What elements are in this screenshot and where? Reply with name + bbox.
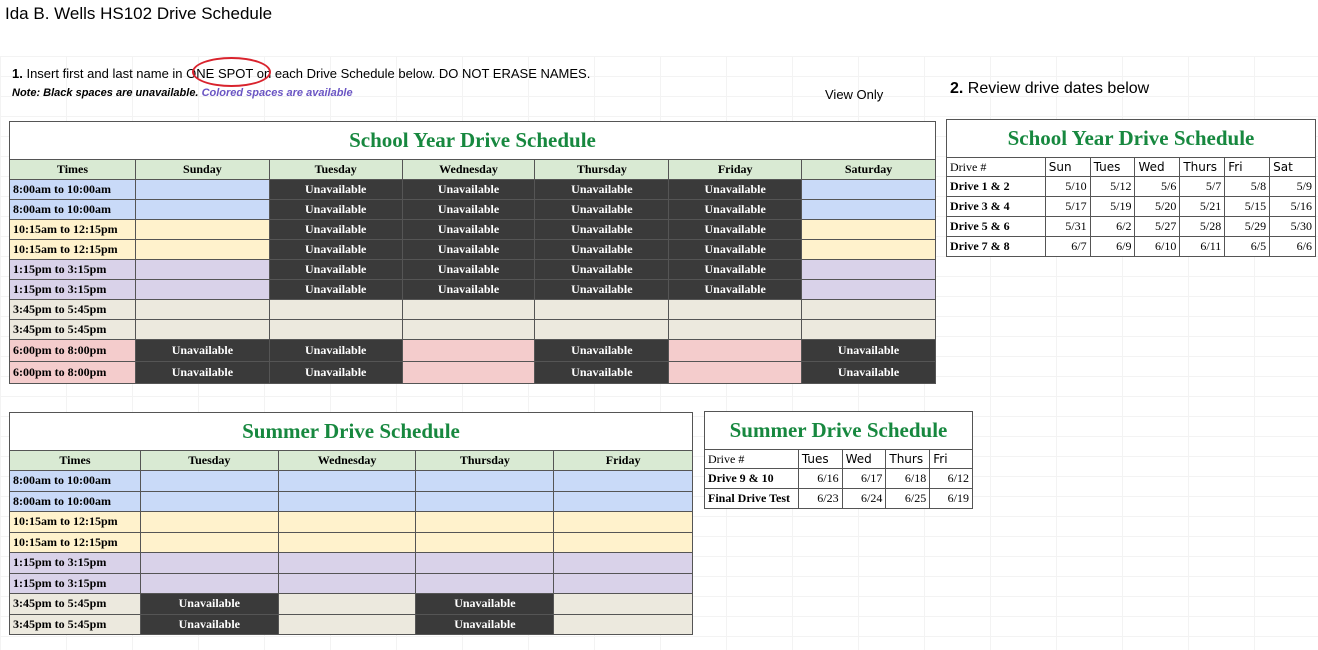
unavailable-slot: Unavailable bbox=[140, 594, 278, 615]
available-slot[interactable] bbox=[135, 240, 269, 260]
unavailable-slot: Unavailable bbox=[535, 340, 669, 362]
time-slot-label: 3:45pm to 5:45pm bbox=[10, 594, 141, 615]
drive-date: 5/16 bbox=[1270, 197, 1316, 217]
available-slot[interactable] bbox=[278, 491, 416, 512]
available-slot[interactable] bbox=[135, 260, 269, 280]
column-header: Thurs bbox=[1180, 158, 1225, 177]
available-slot[interactable] bbox=[416, 491, 554, 512]
available-slot[interactable] bbox=[402, 362, 535, 384]
unavailable-slot: Unavailable bbox=[269, 220, 402, 240]
available-slot[interactable] bbox=[802, 320, 936, 340]
available-slot[interactable] bbox=[416, 512, 554, 533]
available-slot[interactable] bbox=[535, 320, 669, 340]
summer-dates-title: Summer Drive Schedule bbox=[705, 412, 973, 450]
table-row bbox=[10, 362, 936, 384]
note-label: Note: bbox=[12, 87, 41, 99]
available-slot[interactable] bbox=[402, 300, 535, 320]
unavailable-slot: Unavailable bbox=[269, 340, 402, 362]
column-header-saturday: Saturday bbox=[802, 160, 936, 180]
available-slot[interactable] bbox=[278, 594, 416, 615]
unavailable-slot: Unavailable bbox=[535, 362, 669, 384]
available-slot[interactable] bbox=[416, 553, 554, 574]
column-header: Fri bbox=[1225, 158, 1270, 177]
view-only-badge: View Only bbox=[825, 87, 884, 102]
column-header: Sat bbox=[1270, 158, 1316, 177]
column-header: Tues bbox=[798, 450, 842, 469]
drive-label: Drive 7 & 8 bbox=[947, 237, 1046, 257]
drive-date: 6/19 bbox=[930, 489, 973, 509]
unavailable-slot: Unavailable bbox=[669, 200, 802, 220]
available-slot[interactable] bbox=[135, 220, 269, 240]
available-slot[interactable] bbox=[669, 300, 802, 320]
drive-date: 5/7 bbox=[1180, 177, 1225, 197]
available-slot[interactable] bbox=[135, 280, 269, 300]
unavailable-slot: Unavailable bbox=[535, 260, 669, 280]
available-slot[interactable] bbox=[554, 471, 693, 492]
drive-date: 6/10 bbox=[1135, 237, 1180, 257]
unavailable-slot: Unavailable bbox=[535, 240, 669, 260]
available-slot[interactable] bbox=[278, 614, 416, 635]
column-header: Drive # bbox=[947, 158, 1046, 177]
review-heading bbox=[950, 80, 1149, 98]
school-year-schedule-title: School Year Drive Schedule bbox=[10, 122, 936, 160]
summer-schedule-title: Summer Drive Schedule bbox=[10, 413, 693, 451]
drive-date: 6/2 bbox=[1090, 217, 1135, 237]
available-slot[interactable] bbox=[278, 512, 416, 533]
unavailable-slot: Unavailable bbox=[269, 260, 402, 280]
unavailable-slot: Unavailable bbox=[669, 220, 802, 240]
available-slot[interactable] bbox=[669, 362, 802, 384]
table-row bbox=[10, 220, 936, 240]
available-slot[interactable] bbox=[802, 280, 936, 300]
time-slot-label: 1:15pm to 3:15pm bbox=[10, 280, 136, 300]
unavailable-slot: Unavailable bbox=[269, 180, 402, 200]
time-slot-label: 10:15am to 12:15pm bbox=[10, 532, 141, 553]
unavailable-slot: Unavailable bbox=[416, 594, 554, 615]
available-slot[interactable] bbox=[140, 512, 278, 533]
time-slot-label: 10:15am to 12:15pm bbox=[10, 220, 136, 240]
drive-date: 6/18 bbox=[886, 469, 930, 489]
table-row bbox=[10, 594, 693, 615]
available-slot[interactable] bbox=[135, 320, 269, 340]
table-row bbox=[10, 340, 936, 362]
table-row bbox=[10, 200, 936, 220]
available-slot[interactable] bbox=[802, 260, 936, 280]
unavailable-slot: Unavailable bbox=[535, 200, 669, 220]
column-header-times: Times bbox=[10, 451, 141, 471]
time-slot-label: 1:15pm to 3:15pm bbox=[10, 260, 136, 280]
time-slot-label: 3:45pm to 5:45pm bbox=[10, 614, 141, 635]
instruction-line bbox=[12, 66, 590, 81]
drive-date: 5/19 bbox=[1090, 197, 1135, 217]
drive-date: 5/10 bbox=[1045, 177, 1090, 197]
available-slot[interactable] bbox=[554, 512, 693, 533]
school-year-schedule-table bbox=[9, 121, 936, 384]
note-unavailable: Black spaces are unavailable. bbox=[43, 87, 199, 99]
drive-date: 5/15 bbox=[1225, 197, 1270, 217]
available-slot[interactable] bbox=[802, 240, 936, 260]
column-header-tuesday: Tuesday bbox=[140, 451, 278, 471]
instruction-number: 1. bbox=[12, 66, 23, 81]
column-header-thursday: Thursday bbox=[535, 160, 669, 180]
available-slot[interactable] bbox=[140, 491, 278, 512]
unavailable-slot: Unavailable bbox=[669, 280, 802, 300]
available-slot[interactable] bbox=[140, 553, 278, 574]
unavailable-slot: Unavailable bbox=[402, 240, 535, 260]
drive-date: 6/16 bbox=[798, 469, 842, 489]
drive-date: 6/25 bbox=[886, 489, 930, 509]
unavailable-slot: Unavailable bbox=[402, 200, 535, 220]
time-slot-label: 3:45pm to 5:45pm bbox=[10, 300, 136, 320]
drive-date: 5/12 bbox=[1090, 177, 1135, 197]
table-row bbox=[705, 469, 973, 489]
drive-date: 5/8 bbox=[1225, 177, 1270, 197]
available-slot[interactable] bbox=[554, 614, 693, 635]
unavailable-slot: Unavailable bbox=[535, 180, 669, 200]
available-slot[interactable] bbox=[402, 340, 535, 362]
header-row bbox=[947, 158, 1316, 177]
column-header: Tues bbox=[1090, 158, 1135, 177]
review-text: Review drive dates below bbox=[967, 80, 1150, 97]
table-row bbox=[10, 532, 693, 553]
drive-date: 6/7 bbox=[1045, 237, 1090, 257]
drive-date: 6/5 bbox=[1225, 237, 1270, 257]
drive-date: 5/20 bbox=[1135, 197, 1180, 217]
column-header: Drive # bbox=[705, 450, 799, 469]
table-row bbox=[10, 573, 693, 594]
time-slot-label: 6:00pm to 8:00pm bbox=[10, 362, 136, 384]
available-slot[interactable] bbox=[140, 573, 278, 594]
column-header-thursday: Thursday bbox=[416, 451, 554, 471]
column-header: Thurs bbox=[886, 450, 930, 469]
column-header-friday: Friday bbox=[554, 451, 693, 471]
table-row bbox=[10, 180, 936, 200]
unavailable-slot: Unavailable bbox=[416, 614, 554, 635]
note-available: Colored spaces are available bbox=[201, 87, 353, 99]
drive-date: 5/29 bbox=[1225, 217, 1270, 237]
unavailable-slot: Unavailable bbox=[135, 340, 269, 362]
available-slot[interactable] bbox=[278, 573, 416, 594]
table-row bbox=[705, 489, 973, 509]
available-slot[interactable] bbox=[802, 180, 936, 200]
table-row bbox=[10, 471, 693, 492]
unavailable-slot: Unavailable bbox=[402, 220, 535, 240]
unavailable-slot: Unavailable bbox=[802, 340, 936, 362]
available-slot[interactable] bbox=[802, 300, 936, 320]
header-row bbox=[705, 450, 973, 469]
available-slot[interactable] bbox=[278, 471, 416, 492]
drive-date: 5/17 bbox=[1045, 197, 1090, 217]
available-slot[interactable] bbox=[669, 340, 802, 362]
available-slot[interactable] bbox=[554, 594, 693, 615]
column-header: Fri bbox=[930, 450, 973, 469]
time-slot-label: 8:00am to 10:00am bbox=[10, 491, 141, 512]
table-row bbox=[10, 260, 936, 280]
drive-date: 5/9 bbox=[1270, 177, 1316, 197]
available-slot[interactable] bbox=[802, 200, 936, 220]
drive-date: 5/28 bbox=[1180, 217, 1225, 237]
drive-date: 6/9 bbox=[1090, 237, 1135, 257]
column-header: Sun bbox=[1045, 158, 1090, 177]
unavailable-slot: Unavailable bbox=[140, 614, 278, 635]
drive-date: 6/11 bbox=[1180, 237, 1225, 257]
summer-schedule-table bbox=[9, 412, 693, 635]
column-header-friday: Friday bbox=[669, 160, 802, 180]
available-slot[interactable] bbox=[140, 532, 278, 553]
unavailable-slot: Unavailable bbox=[135, 362, 269, 384]
available-slot[interactable] bbox=[278, 553, 416, 574]
header-row bbox=[10, 160, 936, 180]
table-row bbox=[947, 197, 1316, 217]
unavailable-slot: Unavailable bbox=[269, 200, 402, 220]
available-slot[interactable] bbox=[135, 300, 269, 320]
column-header-times: Times bbox=[10, 160, 136, 180]
column-header-tuesday: Tuesday bbox=[269, 160, 402, 180]
drive-label: Drive 1 & 2 bbox=[947, 177, 1046, 197]
time-slot-label: 1:15pm to 3:15pm bbox=[10, 573, 141, 594]
available-slot[interactable] bbox=[554, 491, 693, 512]
time-slot-label: 8:00am to 10:00am bbox=[10, 180, 136, 200]
table-row bbox=[947, 177, 1316, 197]
table-row bbox=[10, 300, 936, 320]
drive-date: 6/24 bbox=[842, 489, 886, 509]
column-header-sunday: Sunday bbox=[135, 160, 269, 180]
school-year-dates-title: School Year Drive Schedule bbox=[947, 120, 1316, 158]
column-header: Wed bbox=[842, 450, 886, 469]
available-slot[interactable] bbox=[669, 320, 802, 340]
drive-label: Drive 3 & 4 bbox=[947, 197, 1046, 217]
drive-label: Final Drive Test bbox=[705, 489, 799, 509]
drive-date: 5/6 bbox=[1135, 177, 1180, 197]
unavailable-slot: Unavailable bbox=[802, 362, 936, 384]
available-slot[interactable] bbox=[535, 300, 669, 320]
time-slot-label: 10:15am to 12:15pm bbox=[10, 512, 141, 533]
drive-date: 6/6 bbox=[1270, 237, 1316, 257]
unavailable-slot: Unavailable bbox=[535, 280, 669, 300]
review-number: 2. bbox=[950, 80, 964, 97]
table-row bbox=[10, 320, 936, 340]
instruction-emphasis: ONE SPOT bbox=[186, 66, 254, 81]
drive-date: 6/12 bbox=[930, 469, 973, 489]
unavailable-slot: Unavailable bbox=[535, 220, 669, 240]
time-slot-label: 3:45pm to 5:45pm bbox=[10, 320, 136, 340]
drive-label: Drive 9 & 10 bbox=[705, 469, 799, 489]
unavailable-slot: Unavailable bbox=[402, 180, 535, 200]
available-slot[interactable] bbox=[278, 532, 416, 553]
available-slot[interactable] bbox=[269, 320, 402, 340]
unavailable-slot: Unavailable bbox=[669, 180, 802, 200]
unavailable-slot: Unavailable bbox=[402, 280, 535, 300]
available-slot[interactable] bbox=[269, 300, 402, 320]
time-slot-label: 6:00pm to 8:00pm bbox=[10, 340, 136, 362]
available-slot[interactable] bbox=[416, 532, 554, 553]
column-header: Wed bbox=[1135, 158, 1180, 177]
available-slot[interactable] bbox=[554, 553, 693, 574]
table-row bbox=[947, 217, 1316, 237]
drive-date: 5/31 bbox=[1045, 217, 1090, 237]
time-slot-label: 1:15pm to 3:15pm bbox=[10, 553, 141, 574]
table-row bbox=[10, 491, 693, 512]
unavailable-slot: Unavailable bbox=[269, 280, 402, 300]
available-slot[interactable] bbox=[135, 200, 269, 220]
unavailable-slot: Unavailable bbox=[269, 362, 402, 384]
red-circle-annotation bbox=[192, 57, 271, 87]
table-row bbox=[10, 614, 693, 635]
drive-date: 5/21 bbox=[1180, 197, 1225, 217]
page-title: Ida B. Wells HS102 Drive Schedule bbox=[5, 4, 273, 23]
drive-date: 5/30 bbox=[1270, 217, 1316, 237]
instruction-post: on each Drive Schedule below. DO NOT ERASE NAMES. bbox=[256, 66, 591, 81]
header-row bbox=[10, 451, 693, 471]
time-slot-label: 10:15am to 12:15pm bbox=[10, 240, 136, 260]
time-slot-label: 8:00am to 10:00am bbox=[10, 471, 141, 492]
table-row bbox=[10, 553, 693, 574]
column-header-wednesday: Wednesday bbox=[402, 160, 535, 180]
available-slot[interactable] bbox=[416, 471, 554, 492]
drive-date: 6/23 bbox=[798, 489, 842, 509]
summer-dates-table bbox=[704, 411, 973, 509]
table-row bbox=[10, 280, 936, 300]
school-year-dates-table bbox=[946, 119, 1316, 257]
column-header-wednesday: Wednesday bbox=[278, 451, 416, 471]
time-slot-label: 8:00am to 10:00am bbox=[10, 200, 136, 220]
available-slot[interactable] bbox=[402, 320, 535, 340]
unavailable-slot: Unavailable bbox=[669, 240, 802, 260]
note-line bbox=[12, 87, 353, 99]
available-slot[interactable] bbox=[554, 532, 693, 553]
available-slot[interactable] bbox=[416, 573, 554, 594]
drive-date: 5/27 bbox=[1135, 217, 1180, 237]
unavailable-slot: Unavailable bbox=[269, 240, 402, 260]
available-slot[interactable] bbox=[140, 471, 278, 492]
drive-label: Drive 5 & 6 bbox=[947, 217, 1046, 237]
unavailable-slot: Unavailable bbox=[669, 260, 802, 280]
drive-date: 6/17 bbox=[842, 469, 886, 489]
table-row bbox=[10, 512, 693, 533]
instruction-pre: Insert first and last name in bbox=[26, 66, 183, 81]
unavailable-slot: Unavailable bbox=[402, 260, 535, 280]
available-slot[interactable] bbox=[135, 180, 269, 200]
table-row bbox=[947, 237, 1316, 257]
available-slot[interactable] bbox=[554, 573, 693, 594]
table-row bbox=[10, 240, 936, 260]
available-slot[interactable] bbox=[802, 220, 936, 240]
